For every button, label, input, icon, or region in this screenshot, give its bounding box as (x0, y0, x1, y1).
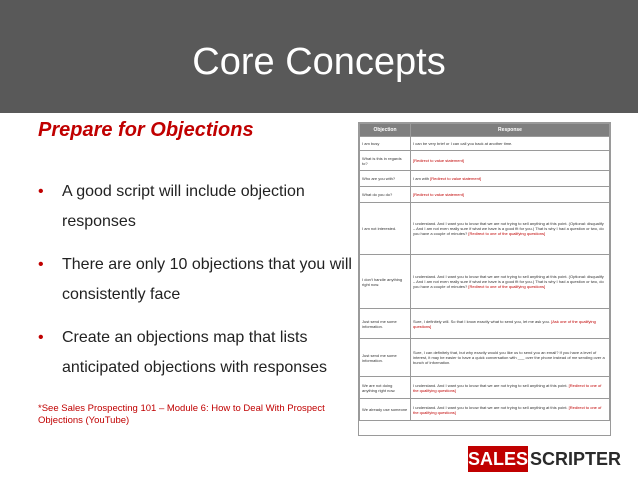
objection-cell: I am busy (360, 137, 411, 151)
slide-title: Core Concepts (192, 41, 446, 83)
header-objection: Objection (360, 124, 411, 137)
table-row (360, 255, 610, 309)
table-header-row (360, 124, 610, 137)
response-cell (411, 399, 610, 421)
response-cell (411, 171, 610, 187)
response-cell (411, 203, 610, 255)
bullet-item (38, 177, 363, 237)
table-row (360, 377, 610, 399)
table-row (360, 171, 610, 187)
response-redirect: [Redirect to one of the qualifying questions] (468, 284, 546, 289)
header-bar (0, 0, 638, 113)
response-cell (411, 377, 610, 399)
bullet-item (38, 250, 363, 310)
objections-table-image (358, 122, 611, 436)
table-row (360, 309, 610, 339)
objections-table (359, 123, 610, 421)
response-redirect: [Redirect to value statement] (413, 192, 464, 197)
response-text: Sure, I can definitely that, but why exactly would you like us to send you an email? If you have a level of interest, it may be easier to have a quick conversation with ___ over the phone instead of me sending over a bunch of information. (413, 350, 605, 365)
table-row (360, 137, 610, 151)
bullet-text: There are only 10 objections that you will consistently face (62, 256, 352, 303)
objection-cell: I don't handle anything right now. (360, 255, 411, 309)
response-text: Sure, I definitely will. So that I know exactly what to send you, let me ask you. (413, 318, 550, 324)
section-subtitle: Prepare for Objections (38, 119, 254, 141)
response-text: I am with (413, 176, 431, 181)
response-redirect: [Redirect to value statement] (413, 158, 464, 163)
objection-cell: Just send me some information. (360, 309, 411, 339)
response-cell (411, 255, 610, 309)
bullet-marker: • (38, 256, 44, 273)
table-row (360, 339, 610, 377)
bullet-item (38, 323, 363, 383)
response-redirect: [Redirect to one of the qualifying questions] (468, 231, 546, 236)
response-cell (411, 309, 610, 339)
response-redirect: [Redirect to value statement] (430, 176, 482, 181)
response-redirect: [Redirect to one of the qualifying questions] (413, 382, 602, 393)
objection-cell: Just send me some information. (360, 339, 411, 377)
response-text: I understand. And I want you to know that we are not trying to sell anything at this point. (413, 382, 568, 388)
table-row (360, 151, 610, 171)
table-row (360, 399, 610, 421)
bullet-text: A good script will include objection responses (62, 183, 305, 230)
table-row (360, 187, 610, 203)
response-redirect: [Redirect to one of the qualifying questions] (413, 404, 602, 415)
bullet-marker: • (38, 329, 44, 346)
response-cell (411, 187, 610, 203)
response-cell (411, 151, 610, 171)
response-text: I can be very brief or I can call you back at another time. (413, 141, 513, 146)
objection-cell: Who are you with? (360, 171, 411, 187)
response-cell (411, 339, 610, 377)
sales-scripter-logo (468, 446, 622, 472)
header-response: Response (411, 124, 610, 137)
response-redirect: [Ask one of the qualifying questions] (413, 318, 596, 329)
objection-cell: I am not interested. (360, 203, 411, 255)
footnote: *See Sales Prospecting 101 – Module 6: How to Deal With Prospect Objections (YouTube) (38, 403, 325, 426)
objection-cell: What is this in regards to? (360, 151, 411, 171)
logo-sales-part: SALES (468, 446, 528, 472)
objection-cell: We are not doing anything right now. (360, 377, 411, 399)
objection-cell: We already use someone (360, 399, 411, 421)
objection-cell: What do you do? (360, 187, 411, 203)
bullet-marker: • (38, 183, 44, 200)
response-cell (411, 137, 610, 151)
response-text: I understand. And I want you to know that we are not trying to sell anything at this point. (413, 404, 568, 410)
logo-scripter-part: SCRIPTER (530, 449, 622, 469)
table-row (360, 203, 610, 255)
bullet-text: Create an objections map that lists anticipated objections with responses (62, 329, 328, 376)
bullet-list (38, 177, 363, 396)
response-text: I understand. And I want you to know that we are not trying to sell anything at this point. (Optional: disqualify – And I am not even really sure if what we have is a good fit for you.) That is why I had a question or two, do you have a couple of minutes? (413, 274, 604, 289)
response-text: I understand. And I want you to know that we are not trying to sell anything at this point. (Optional: disqualify – And I am not even really sure if what we have is a good fit for you.) That is why I had a question or two, do you have a couple of minutes? (413, 221, 604, 236)
